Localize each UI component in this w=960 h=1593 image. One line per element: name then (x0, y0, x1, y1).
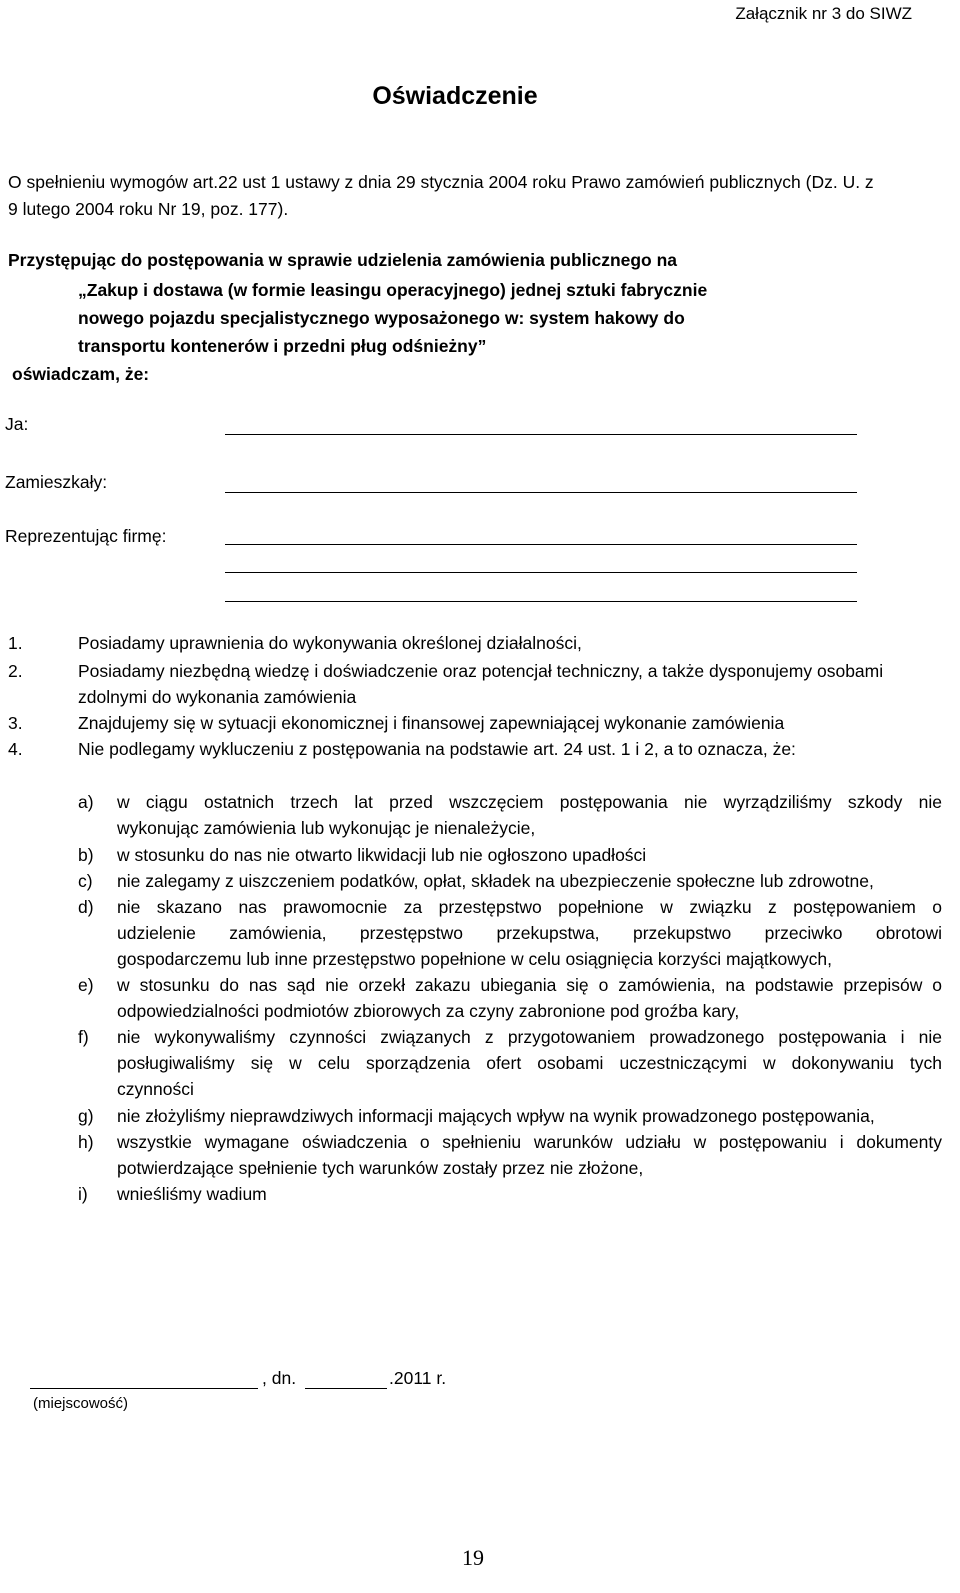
lettered-item-a-line-1: w ciągu ostatnich trzech lat przed wszczęciem postępowania nie wyrządziliśmy szkody nie (117, 792, 942, 812)
lettered-item-f-letter: f) (78, 1027, 89, 1047)
numbered-item-1-text: Posiadamy uprawnienia do wykonywania określonej działalności, (78, 633, 582, 653)
numbered-item-4-text: Nie podlegamy wykluczeniu z postępowania na podstawie art. 24 ust. 1 i 2, a to oznacza, że: (78, 739, 796, 759)
lettered-item-e-line-2: odpowiedzialności podmiotów zbiorowych za czyny zabronione pod groźba kary, (117, 1001, 740, 1021)
declaration-lead: oświadczam, że: (12, 364, 150, 384)
procedure-subject-line-2: nowego pojazdu specjalistycznego wyposażonego w: system hakowy do (78, 308, 685, 328)
lettered-item-h-line-2: potwierdzające spełnienie tych warunków zostały przez nie złożone, (117, 1158, 644, 1178)
lettered-item-b-letter: b) (78, 845, 94, 865)
numbered-item-2-text: Posiadamy niezbędną wiedzę i doświadczenie oraz potencjał techniczny, a także dysponujemy osobami (78, 661, 884, 681)
field-line-company-1 (225, 544, 857, 545)
procedure-lead: Przystępując do postępowania w sprawie udzielenia zamówienia publicznego na (8, 250, 678, 270)
lettered-item-h-letter: h) (78, 1132, 94, 1152)
lettered-item-c-letter: c) (78, 871, 93, 891)
lettered-item-g-line-1: nie złożyliśmy nieprawdziwych informacji mających wpływ na wynik prowadzonego postępowania, (117, 1106, 875, 1126)
field-line-residence (225, 492, 857, 493)
procedure-subject-line-1: „Zakup i dostawa (w formie leasingu operacyjnego) jednej sztuki fabrycznie (78, 280, 708, 300)
procedure-subject-line-3: transportu kontenerów i przedni pług odśnieżny” (78, 336, 487, 356)
lettered-item-d-line-3: gospodarczemu lub inne przestępstwo popełnione w celu osiągnięcia korzyści majątkowych, (117, 949, 832, 969)
numbered-item-3-text: Znajdujemy się w sytuacji ekonomicznej i finansowej zapewniającej wykonanie zamówienia (78, 713, 785, 733)
numbered-item-2-number: 2. (8, 661, 23, 681)
lettered-item-i-letter: i) (78, 1184, 88, 1204)
lettered-item-c-line-1: nie zalegamy z uiszczeniem podatków, opłat, składek na ubezpieczenie społeczne lub zdrowotne, (117, 871, 874, 891)
lettered-item-d-line-1: nie skazano nas prawomocnie za przestępstwo popełnione w związku z postępowaniem o (117, 897, 942, 917)
numbered-item-2-text-cont: zdolnymi do wykonania zamówienia (78, 687, 357, 707)
lettered-item-e-line-1: w stosunku do nas sąd nie orzekł zakazu ubiegania się o zamówienia, na podstawie przepisów o (117, 975, 942, 995)
lettered-item-g-letter: g) (78, 1106, 94, 1126)
document-title: Oświadczenie (372, 82, 538, 110)
lettered-item-e-letter: e) (78, 975, 94, 995)
annex-header: Załącznik nr 3 do SIWZ (735, 4, 912, 23)
lettered-item-f-line-2: posługiwaliśmy się w celu sporządzenia ofert osobami uczestniczącymi w dokonywaniu tych (117, 1053, 942, 1073)
field-label-me: Ja: (5, 414, 29, 434)
lettered-item-d-letter: d) (78, 897, 94, 917)
lettered-item-a-letter: a) (78, 792, 94, 812)
page-number: 19 (462, 1545, 484, 1570)
lettered-item-h-line-1: wszystkie wymagane oświadczenia o spełnieniu warunków udziału w postępowaniu i dokumenty (117, 1132, 942, 1152)
lettered-item-a-line-2: wykonując zamówienia lub wykonując je nienależycie, (117, 818, 536, 838)
signature-year: .2011 r. (389, 1368, 447, 1388)
signature-place-line (30, 1388, 258, 1389)
numbered-item-4-number: 4. (8, 739, 23, 759)
lettered-item-i-line-1: wnieśliśmy wadium (117, 1184, 267, 1204)
field-label-company: Reprezentując firmę: (5, 526, 167, 546)
lettered-item-f-line-3: czynności (117, 1079, 194, 1099)
lettered-item-d-line-2: udzielenie zamówienia, przestępstwo przekupstwa, przekupstwo przeciwko obrotowi (117, 923, 942, 943)
field-line-company-2 (225, 572, 857, 573)
signature-date-line (305, 1388, 387, 1389)
numbered-item-1-number: 1. (8, 633, 23, 653)
lettered-item-f-line-1: nie wykonywaliśmy czynności związanych z przygotowaniem prowadzonego postępowania i nie (117, 1027, 942, 1047)
signature-date-label: , dn. (262, 1368, 297, 1388)
field-line-me (225, 434, 857, 435)
intro-line-2: 9 lutego 2004 roku Nr 19, poz. 177). (8, 199, 289, 219)
lettered-item-b-line-1: w stosunku do nas nie otwarto likwidacji lub nie ogłoszono upadłości (117, 845, 647, 865)
field-label-residence: Zamieszkały: (5, 472, 108, 492)
signature-place-caption: (miejscowość) (33, 1395, 129, 1412)
intro-line-1: O spełnieniu wymogów art.22 ust 1 ustawy z dnia 29 stycznia 2004 roku Prawo zamówień publicznych (Dz. U. z (8, 172, 874, 192)
field-line-company-3 (225, 601, 857, 602)
numbered-item-3-number: 3. (8, 713, 23, 733)
